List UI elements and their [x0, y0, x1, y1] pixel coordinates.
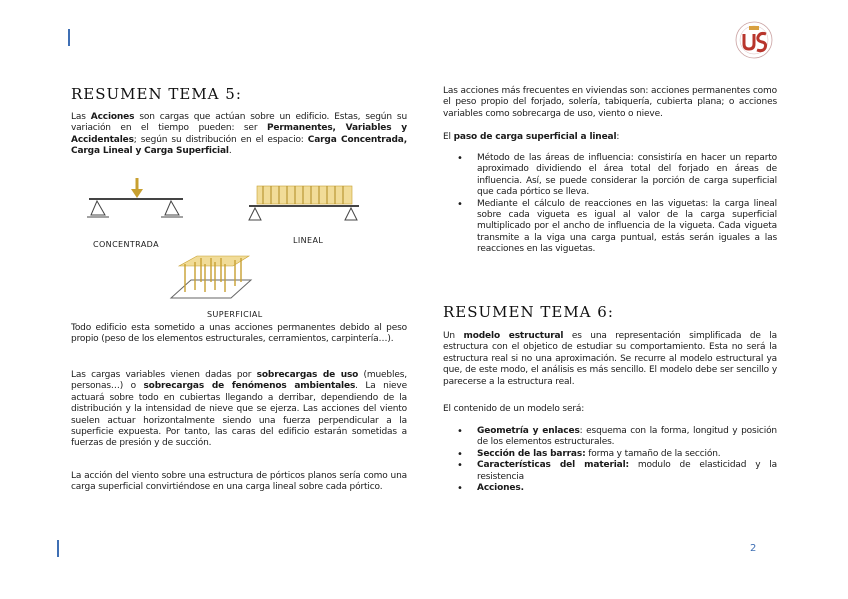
list-item: • Acciones.	[443, 483, 777, 494]
list-item: • Características del material: modulo de elasticidad y la resistencia	[443, 460, 777, 483]
tema6-heading: RESUMEN TEMA 6:	[443, 303, 614, 321]
viento-paragraph: La acción del viento sobre una estructura de pórticos planos sería como una carga superficial convirtiéndose en una carga lineal sobre cada pórtico.	[71, 471, 407, 493]
list-item: • Mediante el cálculo de reacciones en las viguetas: la carga lineal sobre cada vigueta es igual al valor de la carga superficial multiplicado por el ancho de influencia de la vigueta. Cada vigueta transmite a la viga una carga puntual, estás serán iguales a las reacciones en las viguetas.	[443, 199, 777, 256]
caption-lineal: LINEAL	[293, 236, 324, 245]
paso-carga-list	[443, 153, 777, 256]
variables-paragraph: Las cargas variables vienen dadas por sobrecargas de uso (muebles, personas…) o sobrecargas de fenómenos ambientales. La nieve actuará sobre todo en cubiertas llegando a derribar, dependiendo de la distribución y la intensidad de nieve que se ejerza. Las acciones del viento suelen actuar horizontalmente siendo una fuerza perpendicular a la superficie expuesta. Por tanto, las caras del edificio estarán sometidas a fuerzas de presión y de succión.	[71, 370, 407, 449]
contenido-list	[443, 426, 777, 494]
caption-concentrada: CONCENTRADA	[93, 240, 159, 249]
paso-carga-paragraph: El paso de carga superficial a lineal:	[443, 132, 620, 142]
surface-load-sketch	[153, 252, 263, 310]
concentrated-load-sketch	[81, 175, 191, 225]
frecuentes-paragraph: Las acciones más frecuentes en viviendas son: acciones permanentes como el peso propio del forjado, solería, tabiquería, cubierta plana; o acciones variables como sobrecarga de uso, viento o nieve.	[443, 86, 777, 119]
acciones-intro: Las Acciones son cargas que actúan sobre un edificio. Estas, según su variación en el tiempo pueden: ser Permanentes, Variables y Accidentales; según su distribución en el espacio: Carga Concentrada, Carga Lineal y Carga Superficial.	[71, 112, 407, 157]
permanentes-paragraph: Todo edificio esta sometido a unas acciones permanentes debido al peso propio (peso de los elementos estructurales, cerramientos, carpintería…).	[71, 323, 407, 345]
contenido-paragraph: El contenido de un modelo será:	[443, 404, 585, 414]
margin-marker-top	[68, 29, 70, 46]
margin-marker-bottom	[57, 540, 59, 557]
linear-load-sketch	[241, 178, 366, 228]
tema5-heading: RESUMEN TEMA 5:	[71, 85, 242, 103]
page-number: 2	[750, 543, 757, 554]
list-item: • Geometría y enlaces: esquema con la forma, longitud y posición de los elementos estructurales.	[443, 426, 777, 449]
university-logo	[732, 20, 776, 60]
list-item: • Método de las áreas de influencia: consistiría en hacer un reparto aproximado dividiendo el área total del forjado en áreas de influencia. Así, se puede considerar la porción de carga superficial que cada pórtico se lleva.	[443, 153, 777, 199]
caption-superficial: SUPERFICIAL	[207, 310, 263, 319]
list-item: • Sección de las barras: forma y tamaño de la sección.	[443, 449, 777, 460]
modelo-paragraph: Un modelo estructural es una representación simplificada de la estructura con el objetico de estudiar su comportamiento. Esta no será la estructura real si no una aproximación. Se recurre al modelo estructural ya que, de este modo, el análisis es más sencillo. El modelo debe ser sencillo y parecerse a la estructura real.	[443, 331, 778, 387]
